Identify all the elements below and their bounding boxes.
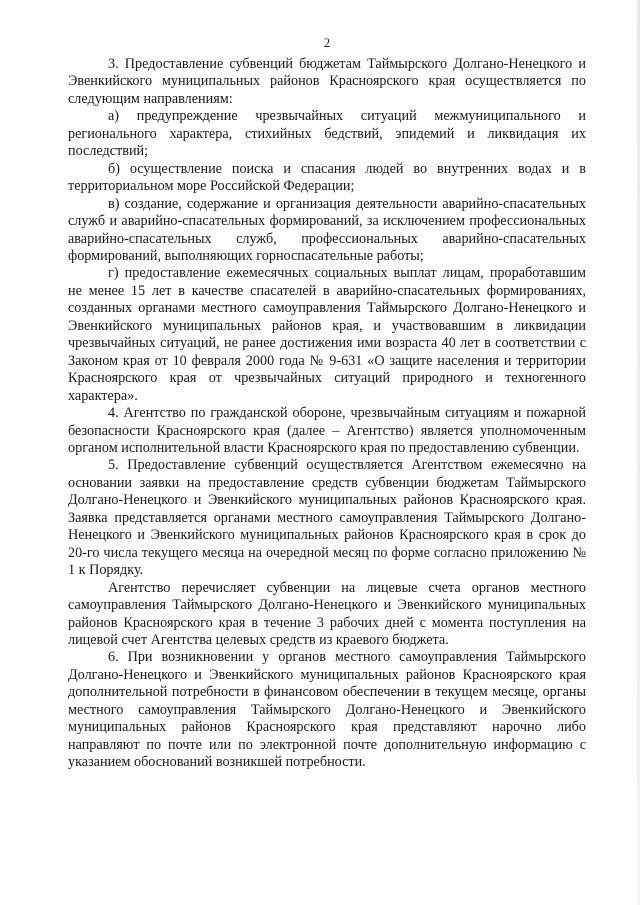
paragraph-3-intro: 3. Предоставление субвенций бюджетам Таймырского Долгано-Ненецкого и Эвенкийского муниципальных районов Красноярского края осуществляется по следующим направлениям:: [68, 56, 586, 107]
document-body: [68, 56, 586, 772]
paragraph-6: 6. При возникновении у органов местного самоуправления Таймырского Долгано-Ненецкого и Эвенкийского муниципальных районов Красноярского края дополнительной потребности в финансовом обеспечении в текущем месяце, органы местного самоуправления Таймырского Долгано-Ненецкого и Эвенкийского муниципальных районов Красноярского края представляют нарочно либо направляют по почте или по электронной почте дополнительную информацию с указанием обоснований возникшей потребности.: [68, 649, 586, 771]
paragraph-4: 4. Агентство по гражданской обороне, чрезвычайным ситуациям и пожарной безопасности Красноярского края (далее – Агентство) является уполномоченным органом исполнительной власти Красноярского края по предоставлению субвенции.: [68, 405, 586, 456]
paragraph-5-transfer: Агентство перечисляет субвенции на лицевые счета органов местного самоуправления Таймырского Долгано-Ненецкого и Эвенкийского муниципальных районов Красноярского края в течение 3 рабочих дней с момента поступления на лицевой счет Агентства целевых средств из краевого бюджета.: [68, 579, 586, 648]
paragraph-3v: в) создание, содержание и организация деятельности аварийно-спасательных служб и аварийно-спасательных формирований, за исключением профессиональных аварийно-спасательных служб, профессиональных аварийно-спасательных формирований, выполняющих горноспасательные работы;: [68, 195, 586, 264]
page-number: 2: [323, 36, 331, 50]
paragraph-3b: б) осуществление поиска и спасания людей во внутренних водах и в территориальном море Российской Федерации;: [68, 160, 586, 195]
paragraph-3g: г) предоставление ежемесячных социальных выплат лицам, проработавшим не менее 15 лет в качестве спасателей в аварийно-спасательных формированиях, созданных органами местного самоуправления Таймырского Долгано-Ненецкого и Эвенкийского муниципальных районов края, и участвовавшим в ликвидации чрезвычайных ситуаций, не ранее достижения ими возраста 40 лет в соответствии с Законом края от 10 февраля 2000 года № 9-631 «О защите населения и территории Красноярского края от чрезвычайных ситуаций природного и техногенного характера».: [68, 265, 586, 404]
paragraph-3a: а) предупреждение чрезвычайных ситуаций межмуниципального и регионального характера, стихийных бедствий, эпидемий и ликвидация их последствий;: [68, 108, 586, 160]
paragraph-5: 5. Предоставление субвенций осуществляется Агентством ежемесячно на основании заявки на предоставление средств субвенции бюджетам Таймырского Долгано-Ненецкого и Эвенкийского муниципальных районов Красноярского края. Заявка представляется органами местного самоуправления Таймырского Долгано-Ненецкого и Эвенкийского муниципальных районов Красноярского края в срок до 20-го числа текущего месяца на очередной месяц по форме согласно приложению № 1 к Порядку.: [68, 457, 586, 579]
